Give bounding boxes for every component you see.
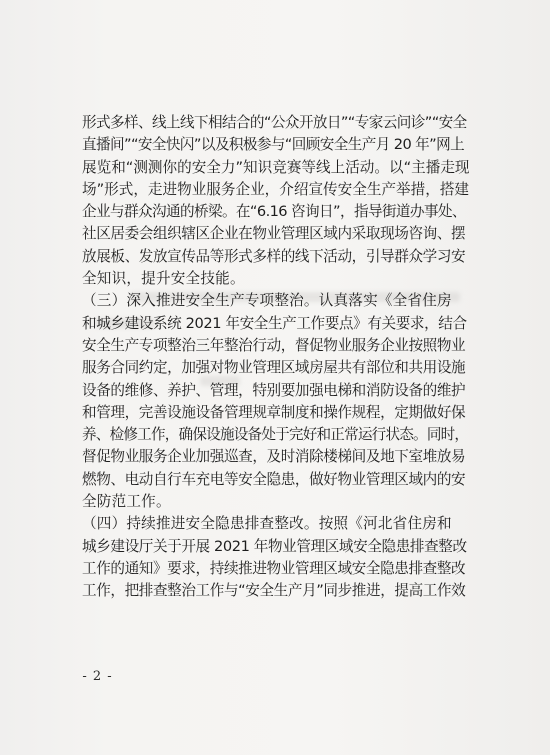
text-line: 和管理，完善设施设备管理规章制度和操作规程，定期做好保 bbox=[82, 403, 466, 421]
text-line: 工作的通知》要求，持续推进物业管理区域安全隐患排查整改 bbox=[82, 559, 466, 577]
text-line: 设备的维修、养护、管理，特别要加强电梯和消防设备的维护 bbox=[82, 381, 466, 399]
page-number: - 2 - bbox=[82, 669, 113, 684]
text-line: 直播间”“安全快闪”以及积极参与“回顾安全生产月 20 年”网上 bbox=[82, 136, 465, 154]
text-line: （三）深入推进安全生产专项整治。认真落实《全省住房 bbox=[82, 292, 452, 310]
text-line: （四）持续推进安全隐患排查整改。按照《河北省住房和 bbox=[82, 515, 452, 533]
text-line: 场”形式，走进物业服务企业，介绍宣传安全生产举措，搭建 bbox=[82, 180, 470, 198]
text-line: 燃物、电动自行车充电等安全隐患，做好物业管理区域内的安 bbox=[82, 470, 466, 488]
text-line: 安全生产专项整治三年整治行动，督促物业服务企业按照物业 bbox=[82, 336, 466, 354]
text-line: 服务合同约定，加强对物业管理区域房屋共有部位和共用设施 bbox=[82, 359, 466, 377]
text-line: 城乡建设厅关于开展 2021 年物业管理区域安全隐患排查整改 bbox=[82, 537, 467, 555]
text-line: 企业与群众沟通的桥梁。在“6.16 咨询日”，指导街道办事处、 bbox=[82, 203, 466, 221]
text-line: 展览和“测测你的安全力”知识竞赛等线上活动。以“主播走现 bbox=[82, 158, 470, 176]
text-line: 全防范工作。 bbox=[82, 493, 171, 511]
text-line: 养、检修工作，确保设施设备处于完好和正常运行状态。同时， bbox=[82, 426, 469, 444]
text-line: 社区居委会组织辖区企业在物业管理区域内采取现场咨询、摆 bbox=[82, 225, 466, 243]
text-line: 督促物业服务企业加强巡查，及时消除楼梯间及地下室堆放易 bbox=[82, 448, 466, 466]
text-line: 形式多样、线上线下相结合的“公众开放日”“专家云问诊”“安全 bbox=[82, 114, 467, 131]
text-line: 放展板、发放宣传品等形式多样的线下活动，引导群众学习安 bbox=[82, 247, 466, 265]
text-line: 全知识，提升安全技能。 bbox=[82, 270, 245, 288]
body-text bbox=[82, 112, 470, 603]
text-line: 和城乡建设系统 2021 年安全生产工作要点》有关要求，结合 bbox=[82, 314, 467, 332]
text-line: 工作，把排查整治工作与“安全生产月”同步推进，提高工作效 bbox=[82, 582, 466, 600]
